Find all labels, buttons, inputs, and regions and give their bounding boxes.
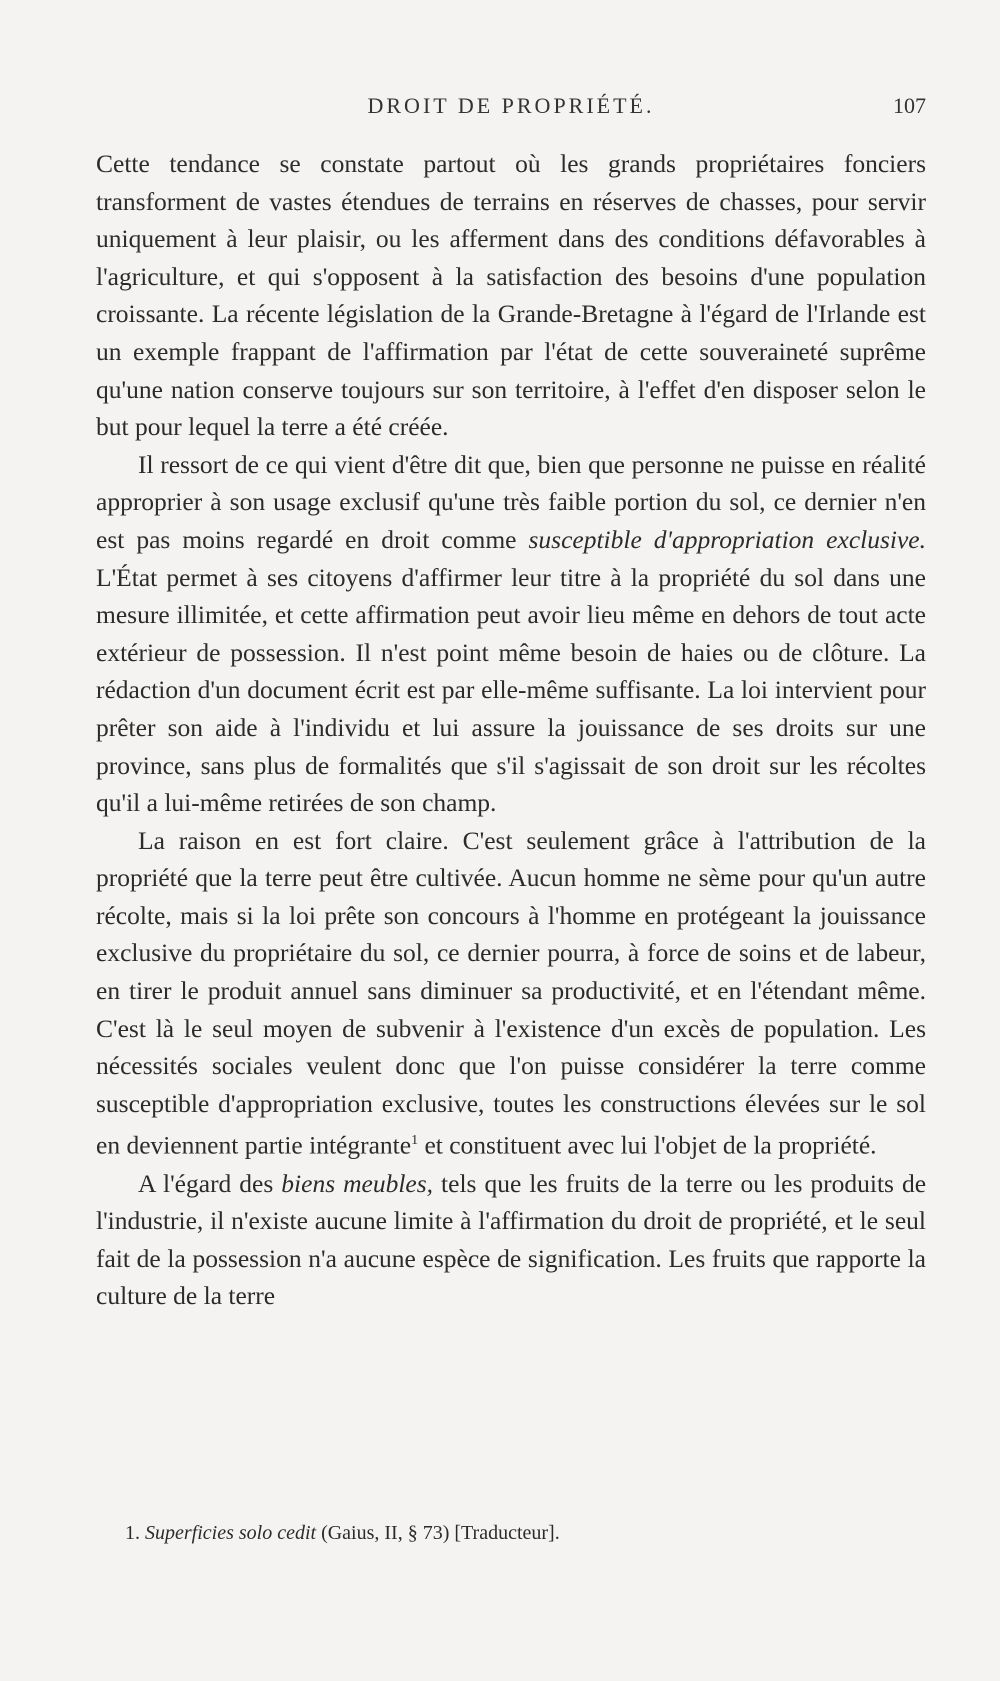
paragraph-3-text-before: La raison en est fort claire. C'est seulement grâce à l'attribution de la propriété que la terre peut être cultivée. Aucun homme ne sème pour qu'un autre récolte, mais si la loi prête son concours à l'homme en protégeant la jouissance exclusive du propriétaire du sol, ce dernier pourra, à force de soins et de labeur, en tirer le produit annuel sans diminuer sa productivité, et en l'étendant même. C'est là le seul moyen de subvenir à l'existence d'un excès de population. Les nécessités sociales veulent donc que l'on puisse considérer la terre comme susceptible d'appropriation exclusive, toutes les constructions élevées sur le sol en deviennent partie intégrante: [96, 825, 926, 1160]
paragraph-4-emphasis: biens meubles,: [281, 1168, 434, 1198]
paragraph-3-text-after: et constituent avec lui l'objet de la propriété.: [418, 1130, 877, 1160]
paragraph-2: [96, 446, 926, 822]
footnote-rest: (Gaius, II, § 73) [Traducteur].: [316, 1522, 560, 1544]
body-text: [96, 145, 926, 1315]
paragraph-1: [96, 145, 926, 446]
running-title: DROIT DE PROPRIÉTÉ.: [367, 93, 655, 118]
footnote-italic: Superficies solo cedit: [145, 1522, 317, 1544]
footnote-reference: 1: [411, 1133, 419, 1149]
paragraph-4: [96, 1165, 926, 1315]
paragraph-2-text-before: Il ressort de ce qui vient d'être dit que, bien que personne ne puisse en réalité approprier à son usage exclusif qu'une très faible portion du sol, ce dernier n'en est pas moins regardé en droit comme: [96, 449, 926, 554]
page-number: 107: [893, 93, 926, 118]
paragraph-4-text-before: A l'égard des: [138, 1168, 282, 1198]
paragraph-2-text-after: L'État permet à ses citoyens d'affirmer leur titre à la propriété du sol dans une mesure illimitée, et cette affirmation peut avoir lieu même en dehors de tout acte extérieur de possession. Il n'est point même besoin de haies ou de clôture. La rédaction d'un document écrit est par elle-même suffisante. La loi intervient pour prêter son aide à l'individu et lui assure la jouissance de ses droits sur une province, sans plus de formalités que s'il s'agissait de son droit sur les récoltes qu'il a lui-même retirées de son champ.: [96, 562, 926, 818]
paragraph-4-text-after: tels que les fruits de la terre ou les produits de l'industrie, il n'existe aucune limite à l'affirmation du droit de propriété, et le seul fait de la possession n'a aucune espèce de signification. Les fruits que rapporte la culture de la terre: [96, 1168, 927, 1311]
paragraph-1-text: Cette tendance se constate partout où les grands propriétaires fonciers transforment de vastes étendues de terrains en réserves de chasses, pour servir uniquement à leur plaisir, ou les afferment dans des conditions défavorables à l'agriculture, et qui s'opposent à la satisfaction des besoins d'une population croissante. La récente législation de la Grande-Bretagne à l'égard de l'Irlande est un exemple frappant de l'affirmation par l'état de cette souveraineté suprême qu'une nation conserve toujours sur son territoire, à l'effet d'en disposer selon le but pour lequel la terre a été créée.: [96, 149, 926, 442]
paragraph-3: [96, 822, 926, 1165]
paragraph-2-emphasis: susceptible d'appropriation exclusive.: [528, 524, 926, 554]
running-header: [96, 93, 926, 123]
footnote: [125, 1522, 905, 1545]
footnote-number: 1.: [125, 1522, 140, 1544]
